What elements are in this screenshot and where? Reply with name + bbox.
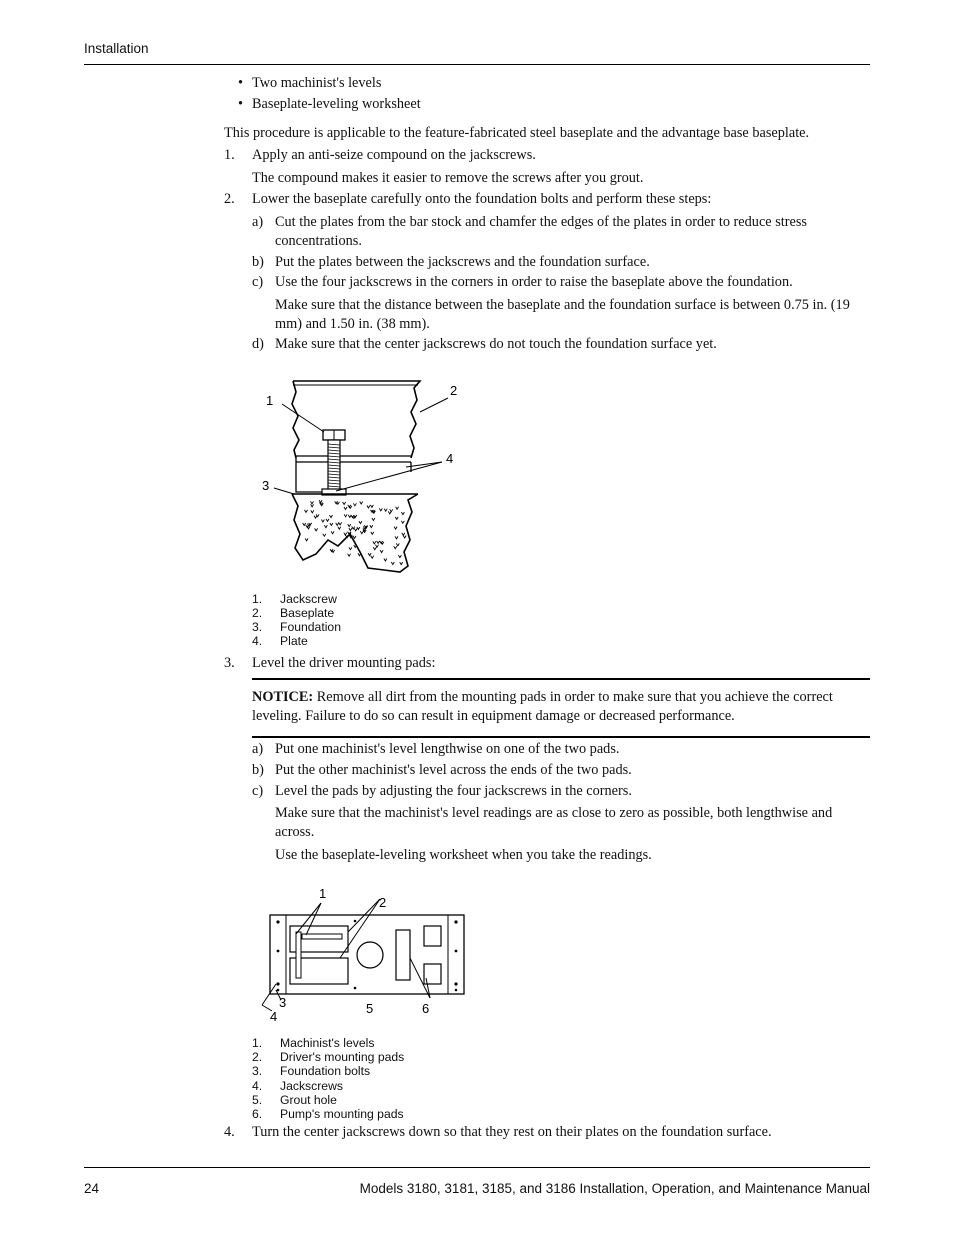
header-rule [84,64,870,65]
foundation-stipple [394,546,397,549]
substep-text: Put one machinist's level lengthwise on one of the two pads. [275,741,620,757]
foundation-stipple [360,531,363,534]
legend-label: Plate [280,634,308,648]
manual-title: Models 3180, 3181, 3185, and 3186 Installation, Operation, and Maintenance Manual [359,1181,870,1196]
foundation-stipple [349,547,352,550]
substep-note: Make sure that the machinist's level readings are as close to zero as possible, both lengthwise and across. [275,805,833,840]
foundation-stipple [396,507,399,510]
foundation-stipple [402,533,405,536]
bullet-marker: • [238,75,244,91]
figure2-callout: 3 [279,995,287,1010]
foundation-stipple [395,536,398,539]
substep-text: Level the pads by adjusting the four jackscrews in the corners. [275,783,632,799]
legend-number: 3. [252,1064,263,1078]
bullet-item: Baseplate-leveling worksheet [252,96,421,112]
grout-hole [357,942,383,968]
foundation-stipple [368,553,371,556]
bullet-marker: • [238,96,244,112]
figure2-callout: 6 [422,1001,430,1016]
legend-label: Foundation [280,620,341,634]
foundation-stipple [330,515,333,518]
foundation-stipple [352,516,355,519]
step-text: Turn the center jackscrews down so that they rest on their plates on the foundation surface. [252,1124,772,1140]
legend-number: 2. [252,1050,263,1064]
foundation-dots [303,500,407,564]
foundation-stipple [384,559,387,562]
foundation-stipple [373,547,376,550]
figure2-callout: 4 [270,1009,278,1024]
step-number: 2. [224,191,235,207]
notice-box [252,688,866,726]
substep-text: Make sure that the center jackscrews do not touch the foundation surface yet. [275,336,717,352]
pump-pad [424,926,441,946]
step-text: Level the driver mounting pads: [252,655,436,671]
legend-label: Baseplate [280,606,335,620]
foundation-stipple [371,556,374,559]
substep-letter: a) [252,741,264,757]
step-text: Lower the baseplate carefully onto the foundation bolts and perform these steps: [252,191,712,207]
legend-number: 4. [252,1079,263,1093]
foundation-stipple [373,541,376,544]
foundation-stipple [326,519,329,522]
foundation-stipple [349,528,352,531]
foundation-stipple [401,512,404,515]
foundation-stipple [338,527,341,530]
step-number: 1. [224,147,235,163]
foundation-stipple [339,522,342,525]
figure2-callout: 2 [379,895,387,910]
foundation-stipple [398,555,401,558]
legend-number: 5. [252,1093,263,1107]
legend-label: Driver's mounting pads [280,1050,405,1064]
legend-number: 4. [252,634,263,648]
figure2-callout: 1 [319,886,327,901]
legend-number: 3. [252,620,263,634]
notice-bottom-rule [252,736,870,738]
foundation-stipple [311,504,314,507]
foundation-stipple [396,543,399,546]
jackscrew-shape [323,430,345,492]
foundation-stipple [354,528,357,531]
footer-rule [84,1167,870,1168]
foundation-stipple [303,523,306,526]
foundation-stipple [353,503,356,506]
legend-label: Grout hole [280,1093,337,1107]
substep-letter: a) [252,214,264,230]
legend-label: Jackscrew [280,592,337,606]
foundation-stipple [359,521,362,524]
substep-text: Cut the plates from the bar stock and chamfer the edges of the plates in order to reduce stress concentrations. [275,214,807,249]
foundation-stipple [353,536,356,539]
foundation-stipple [377,541,380,544]
foundation-stipple [305,538,308,541]
foundation-stipple [384,509,387,512]
foundation-stipple [344,507,347,510]
foundation-stipple [336,502,339,505]
foundation-stipple [388,511,391,514]
legend-number: 2. [252,606,263,620]
substep-letter: c) [252,783,264,799]
foundation-stipple [344,533,347,536]
foundation-stipple [311,510,314,513]
foundation-stipple [343,502,346,505]
foundation-stipple [330,523,333,526]
foundation-stipple [324,525,327,528]
substep-letter: b) [252,762,264,778]
foundation-stipple [371,532,374,535]
foundation-stipple [401,521,404,524]
foundation-stipple [306,525,309,528]
step-number: 4. [224,1124,235,1140]
foundation-stipple [372,518,375,521]
foundation-stipple [370,525,373,528]
legend-number: 1. [252,592,263,606]
figure1-callout: 2 [450,383,458,398]
baseplate-top-view-figure [255,880,475,1025]
foundation-stipple [321,520,324,523]
foundation-stipple [348,524,351,527]
foundation-stipple [391,562,394,565]
foundation-stipple [376,545,379,548]
legend-label: Machinist's levels [280,1036,375,1050]
substep-letter: b) [252,254,264,270]
jackscrew-figure [250,370,480,585]
foundation-stipple [314,516,317,519]
foundation-stipple [344,514,347,517]
foundation-stipple [357,527,360,530]
notice-top-rule [252,678,870,680]
legend-label: Foundation bolts [280,1064,371,1078]
figure1-callout: 3 [262,478,270,493]
foundation-stipple [400,562,403,565]
foundation-stipple [319,500,322,503]
legend-label: Pump's mounting pads [280,1107,404,1121]
notice-label: NOTICE: [252,689,314,705]
legend-label: Jackscrews [280,1079,343,1093]
foundation-stipple [311,501,314,504]
foundation-stipple [403,536,406,539]
foundation-stipple [360,502,363,505]
foundation-stipple [331,531,334,534]
foundation-stipple [348,554,351,557]
bullet-item: Two machinist's levels [252,75,382,91]
step-note: The compound makes it easier to remove the screws after you grout. [252,170,644,186]
machinist-level [296,932,301,978]
step-number: 3. [224,655,235,671]
running-header: Installation [84,41,149,56]
foundation-stipple [380,550,383,553]
foundation-stipple [379,508,382,511]
foundation-stipple [305,510,308,513]
figure1-callout: 4 [446,451,454,466]
pump-pad [396,930,410,980]
page-number: 24 [84,1181,100,1196]
foundation-stipple [370,505,373,508]
substep-text: Use the four jackscrews in the corners in order to raise the baseplate above the foundation. [275,274,793,290]
foundation-stipple [323,534,326,537]
substep-note: Use the baseplate-leveling worksheet when you take the readings. [275,847,652,863]
machinist-level [302,934,342,939]
baseplate-outline [292,381,420,458]
legend-number: 1. [252,1036,263,1050]
substep-text: Put the plates between the jackscrews and the foundation surface. [275,254,650,270]
step-text: Apply an anti-seize compound on the jackscrews. [252,147,536,163]
substep-letter: d) [252,336,264,352]
foundation-stipple [394,527,397,530]
substep-letter: c) [252,274,264,290]
figure1-callout: 1 [266,393,274,408]
foundation-stipple [336,523,339,526]
substep-note: Make sure that the distance between the baseplate and the foundation surface is between 0.75 in. (19 mm) and 1.50 in. (38 mm). [275,297,850,332]
notice-text: Remove all dirt from the mounting pads in order to make sure that you achieve the correct leveling. Failure to do so can result in equipment damage or decreased performance. [252,689,833,724]
foundation-stipple [315,528,318,531]
intro-paragraph: This procedure is applicable to the feature-fabricated steel baseplate and the advantage base baseplate. [224,125,810,141]
figure2-callout: 5 [366,1001,374,1016]
foundation-stipple [395,517,398,520]
legend-number: 6. [252,1107,263,1121]
foundation-stipple [367,506,370,509]
substep-text: Put the other machinist's level across the ends of the two pads. [275,762,632,778]
